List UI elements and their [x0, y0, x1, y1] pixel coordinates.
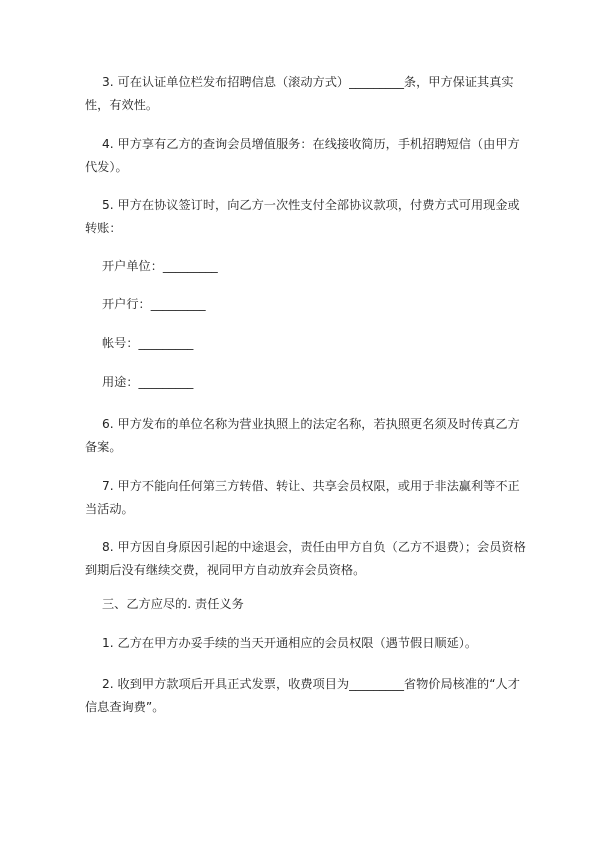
account-unit-line: 开户单位：_________	[102, 259, 218, 273]
section-heading-party-b-duties: 三、乙方应尽的. 责任义务	[102, 597, 244, 611]
party-b-clause-2: 2. 收到甲方款项后开具正式发票，收费项目为_________省物价局核准的“人才信息查询费”。	[85, 677, 520, 714]
bank-line: 开户行：_________	[102, 297, 206, 311]
clause-5: 5. 甲方在协议签订时，向乙方一次性支付全部协议款项，付费方式可用现金或转账：	[85, 198, 520, 235]
clause-4: 4. 甲方享有乙方的查询会员增值服务：在线接收简历，手机招聘短信（由甲方代发）。	[85, 137, 520, 174]
purpose-line: 用途：_________	[102, 375, 194, 389]
clause-7: 7. 甲方不能向任何第三方转借、转让、共享会员权限，或用于非法赢利等不正当活动。	[85, 479, 520, 516]
clause-3: 3. 可在认证单位栏发布招聘信息（滚动方式）_________条，甲方保证其真实性，有效性。	[85, 75, 514, 112]
clause-6: 6. 甲方发布的单位名称为营业执照上的法定名称，若执照更名须及时传真乙方备案。	[85, 417, 520, 454]
party-b-clause-1: 1. 乙方在甲方办妥手续的当天开通相应的会员权限（遇节假日顺延）。	[102, 636, 478, 650]
account-number-line: 帐号：_________	[102, 336, 194, 350]
clause-8: 8. 甲方因自身原因引起的中途退会，责任由甲方自负（乙方不退费）；会员资格到期后没有继续交费，视同甲方自动放弃会员资格。	[85, 540, 526, 577]
